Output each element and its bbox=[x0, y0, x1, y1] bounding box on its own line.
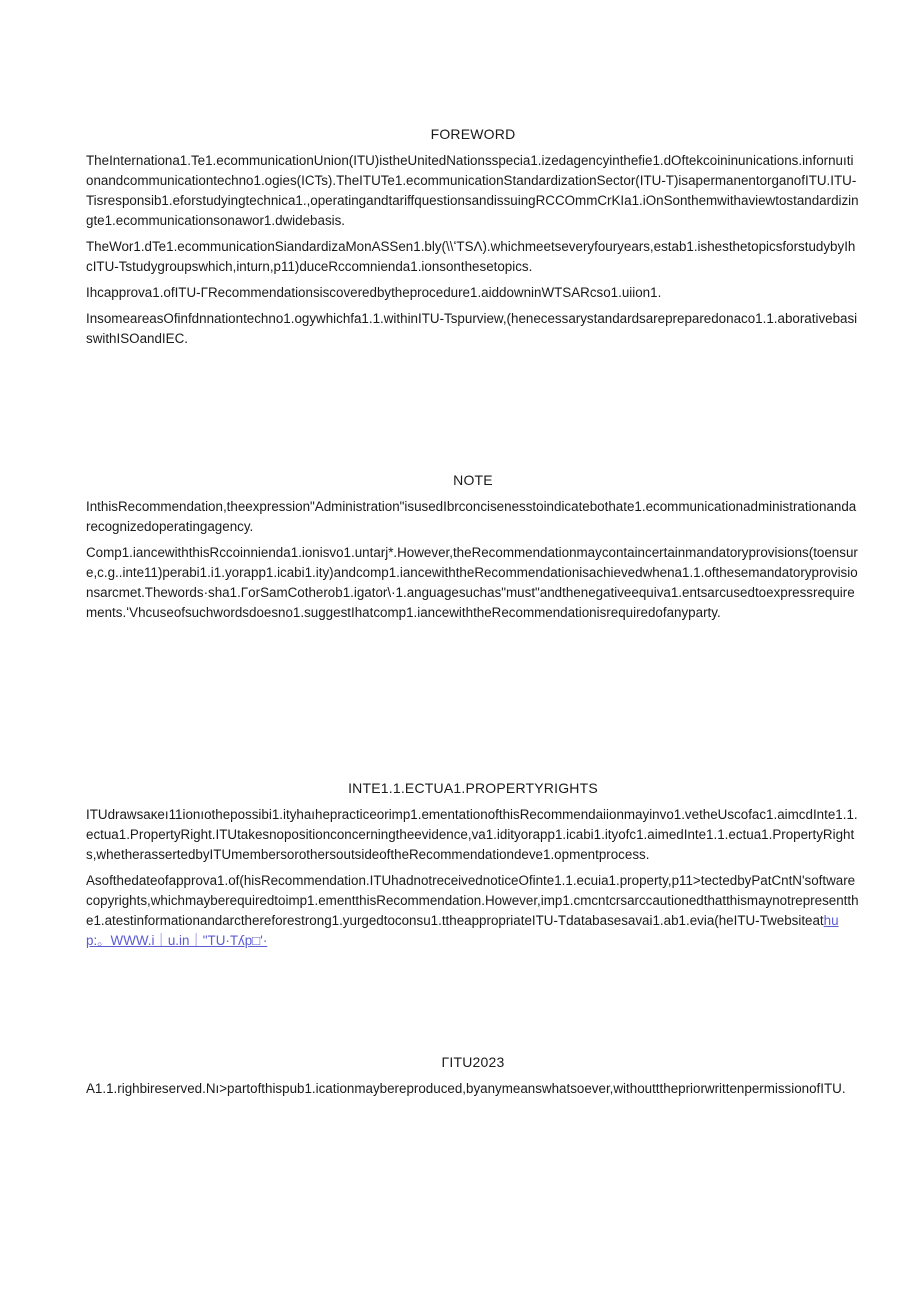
itu-website-link[interactable]: hup:。WWW.i｜u.in｜"TU·Tʎp□'· bbox=[86, 913, 839, 948]
foreword-heading: FOREWORD bbox=[430, 126, 516, 142]
ipr-paragraph-2-text: Asofthedateofapprova1.of(hisRecommendation.ITUhadnotreceivednoticeOfinte1.1.ecuia1.property,p11>tectedbyPatCntN'softwarecopyrights,whichmayberequiredtoimp1.ementthisRecommendation.However,imp1.cmcntcrsarccautionedthatthismaynotrepresentthe1.atestinformationandarcthereforestrong1.yurgedtoconsu1.ttheappropriateITU-Tdatabasesavai1.ab1.evia(heITU-Twebsiteat bbox=[86, 873, 859, 928]
foreword-paragraph-3: Ihcapprova1.ofITU-ΓRecommendationsiscoveredbytheprocedure1.aiddowninWTSARcso1.uiion1. bbox=[86, 285, 662, 300]
note-section bbox=[86, 471, 860, 629]
ipr-paragraph-2 bbox=[86, 871, 860, 951]
copyright-section bbox=[86, 1053, 860, 1105]
note-paragraph-1: InthisRecommendation,theexpression"Administration"isusedIbrconcisenesstoindicatebothate1.ecommunicationadministrationandarecognizedoperatingagency. bbox=[86, 499, 857, 534]
note-heading: NOTE bbox=[453, 472, 493, 488]
foreword-paragraph-4: InsomeareasOfinfdnnationtechno1.ogywhichfa1.1.withinITU-Tspurview,(henecessarystandardsarepreparedonaco1.1.aborativebasiswithISOandIEC. bbox=[86, 311, 858, 346]
ipr-paragraph-1: ITUdrawsaκeı11ionıothepossibi1.ityhaıhepracticeorimp1.ementationofthisRecommendaiionmayinvo1.vetheUscofac1.aimcdInte1.1.ectua1.PropertyRight.ITUtakesnopositionconcerningtheevidence,va1.idityorapp1.icabi1.ityofc1.aimedInte1.1.ectua1.PropertyRights,whetherassertedbyITUmembersorothersoutsideoftheRecommendationdeve1.opmentprocess. bbox=[86, 807, 858, 862]
ipr-heading: INTE1.1.ECTUA1.PROPERTYRIGHTS bbox=[348, 780, 598, 796]
copyright-paragraph: A1.1.righbireserved.Nı>partofthispub1.icationmaybereproduced,byanymeanswhatsoever,withouttthepriorwrittenpermissionofITU. bbox=[86, 1081, 846, 1096]
foreword-paragraph-2: TheWor1.dTe1.ecommunicationSiandardizaMonASSen1.bly(\\ʻTSΛ).whichmeetseveryfouryears,estab1.ishesthetopicsforstudybyIhcITU-Tstudygroupswhich,inturn,p11)duceRccomnienda1.ionsonthesetopics. bbox=[86, 239, 856, 274]
note-paragraph-2: Comp1.iancewiththisRccoinnienda1.ionisvo1.untarj*.However,theRecommendationmaycontaincertainmandatoryprovisions(toensure,c.g..inte11)perabi1.i1.yorapp1.icabi1.ity)andcomp1.iancewiththeRecommendationisachievedwhena1.1.ofthesemandatoryprovisionsarcmet.Thewords·sha1.ΓorSamCotherob1.igator\·1.anguagesuchas"must"andthenegativeequiva1.entsarcusedtoexpressrequirements.ʻVhcuseofsuchwordsdoesno1.suggestIhatcomp1.iancewiththeRecommendationisrequiredofanyparty. bbox=[86, 545, 858, 620]
ipr-section bbox=[86, 779, 860, 957]
copyright-heading: ΓITU2023 bbox=[441, 1054, 505, 1070]
foreword-paragraph-1: TheInternationa1.Te1.ecommunicationUnion(ITU)istheUnitedNationsspecia1.izedagencyinthefie1.dOftekcoininunications.infornuıtionandcommunicationtechno1.ogies(ICTs).TheITUTe1.ecommunicationStandardizationSector(ITU-T)isapermanentorganofITU.ITU-Tisresponsib1.eforstudyingtechnica1.,operatingandtariffquestionsandissuingRCCOmmCrKIa1.iOnSonthemwithaviewtostandardizingte1.ecommunicationsonawor1.dwidebasis. bbox=[86, 153, 859, 228]
foreword-section bbox=[86, 125, 860, 355]
